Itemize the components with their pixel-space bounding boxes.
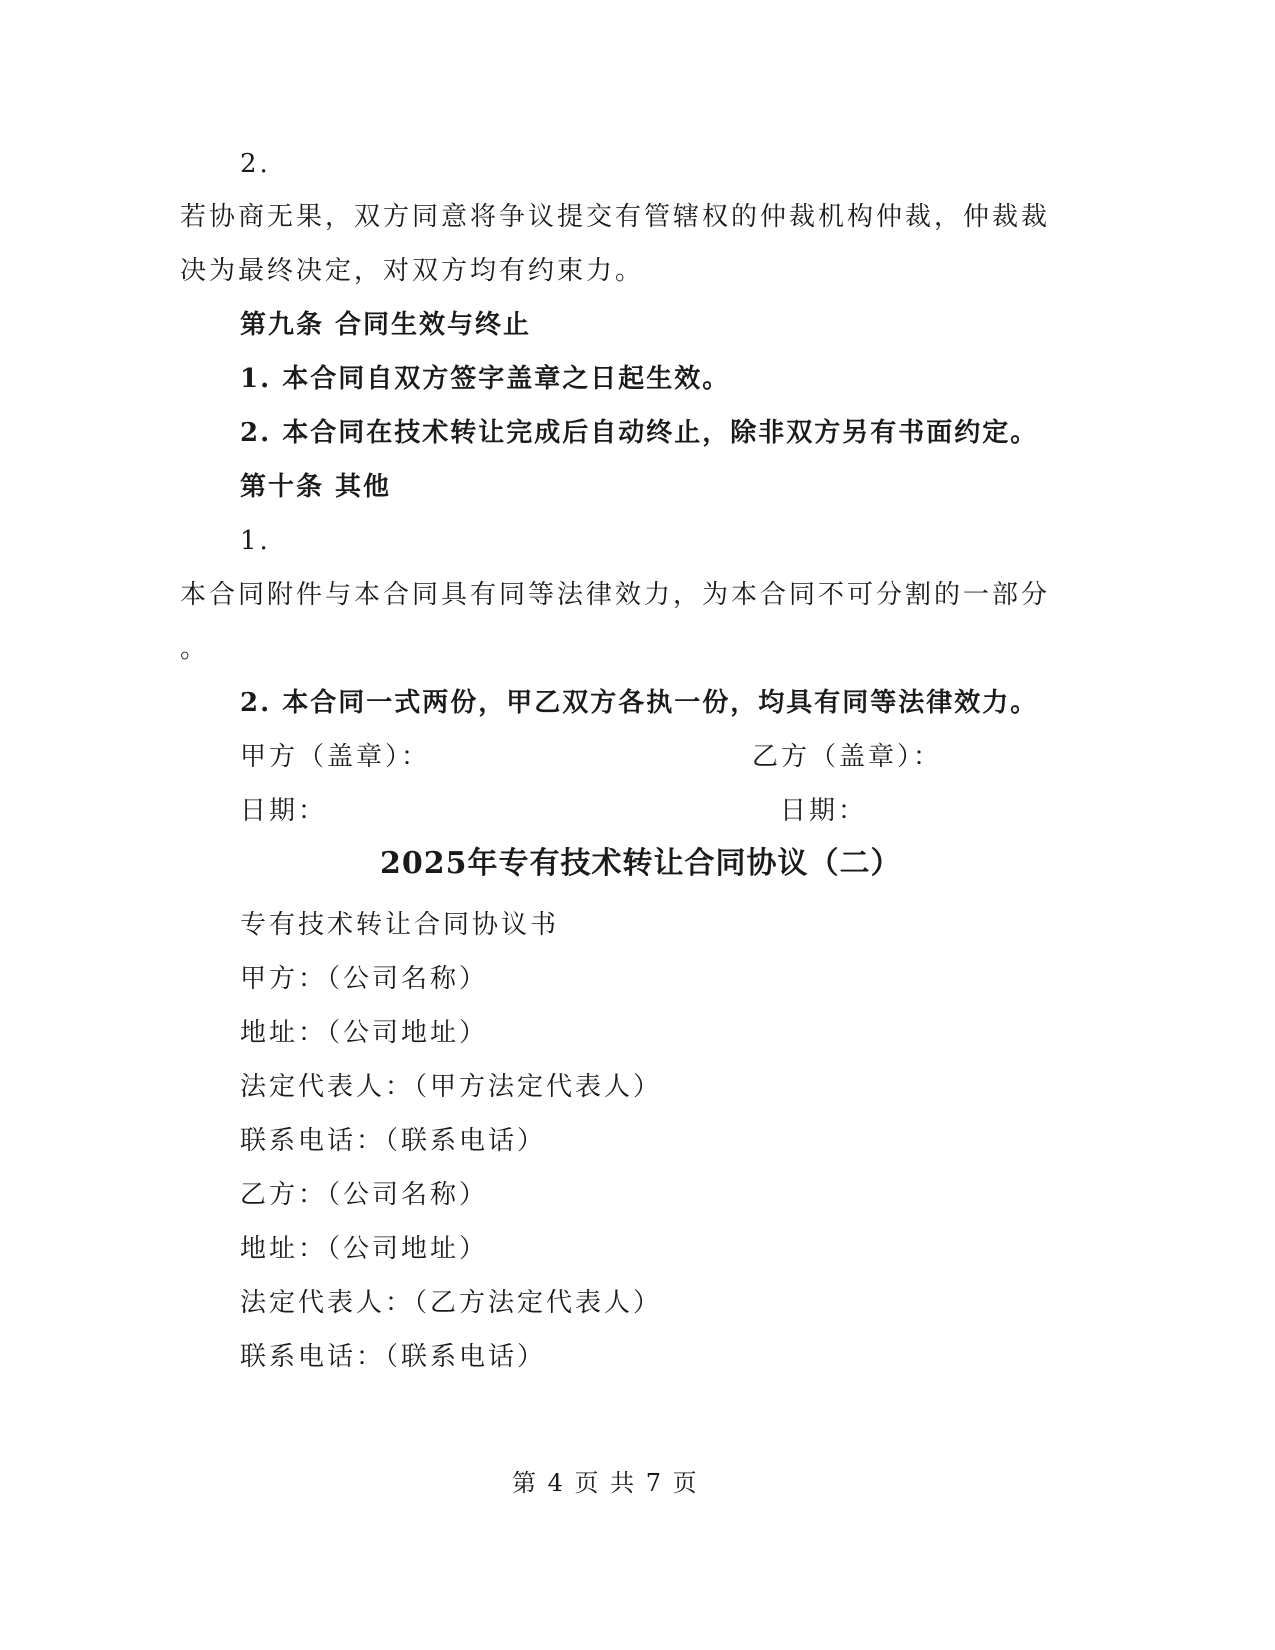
section2-title: 2025年专有技术转让合同协议（二） (380, 846, 902, 881)
clause9-heading: 第九条 合同生效与终止 (240, 310, 532, 340)
party-a-date: 日期： (240, 796, 328, 826)
section2-subtitle: 专有技术转让合同协议书 (240, 910, 560, 940)
clause9-item1: 1. 本合同自双方签字盖章之日起生效。 (240, 364, 731, 394)
party-b-seal: 乙方（盖章）： (752, 742, 943, 772)
clause8-item2-number: 2. (240, 149, 271, 179)
party-b-address: 地址：（公司地址） (240, 1234, 489, 1264)
party-a-representative: 法定代表人：（甲方法定代表人） (240, 1072, 663, 1102)
party-a-name: 甲方：（公司名称） (240, 964, 489, 994)
party-a-seal: 甲方（盖章）： (240, 742, 431, 772)
party-b-representative: 法定代表人：（乙方法定代表人） (240, 1288, 663, 1318)
clause10-item2: 2. 本合同一式两份，甲乙双方各执一份，均具有同等法律效力。 (240, 688, 1039, 718)
party-b-name: 乙方：（公司名称） (240, 1180, 489, 1210)
party-b-date: 日期： (780, 796, 868, 826)
clause8-item2-line2: 决为最终决定，对双方均有约束力。 (180, 256, 645, 286)
party-b-phone: 联系电话：（联系电话） (240, 1342, 547, 1372)
clause8-item2-line1: 若协商无果，双方同意将争议提交有管辖权的仲裁机构仲裁，仲裁裁 (180, 202, 1051, 232)
party-a-address: 地址：（公司地址） (240, 1018, 489, 1048)
page-indicator: 第 4 页 共 7 页 (512, 1469, 699, 1497)
party-a-phone: 联系电话：（联系电话） (240, 1126, 547, 1156)
clause10-item1-line1: 本合同附件与本合同具有同等法律效力，为本合同不可分割的一部分 (180, 580, 1051, 610)
clause9-item2: 2. 本合同在技术转让完成后自动终止，除非双方另有书面约定。 (240, 418, 1039, 448)
clause10-item1-line2: 。 (180, 634, 210, 664)
clause10-heading: 第十条 其他 (240, 472, 392, 502)
clause10-item1-number: 1. (240, 526, 271, 556)
